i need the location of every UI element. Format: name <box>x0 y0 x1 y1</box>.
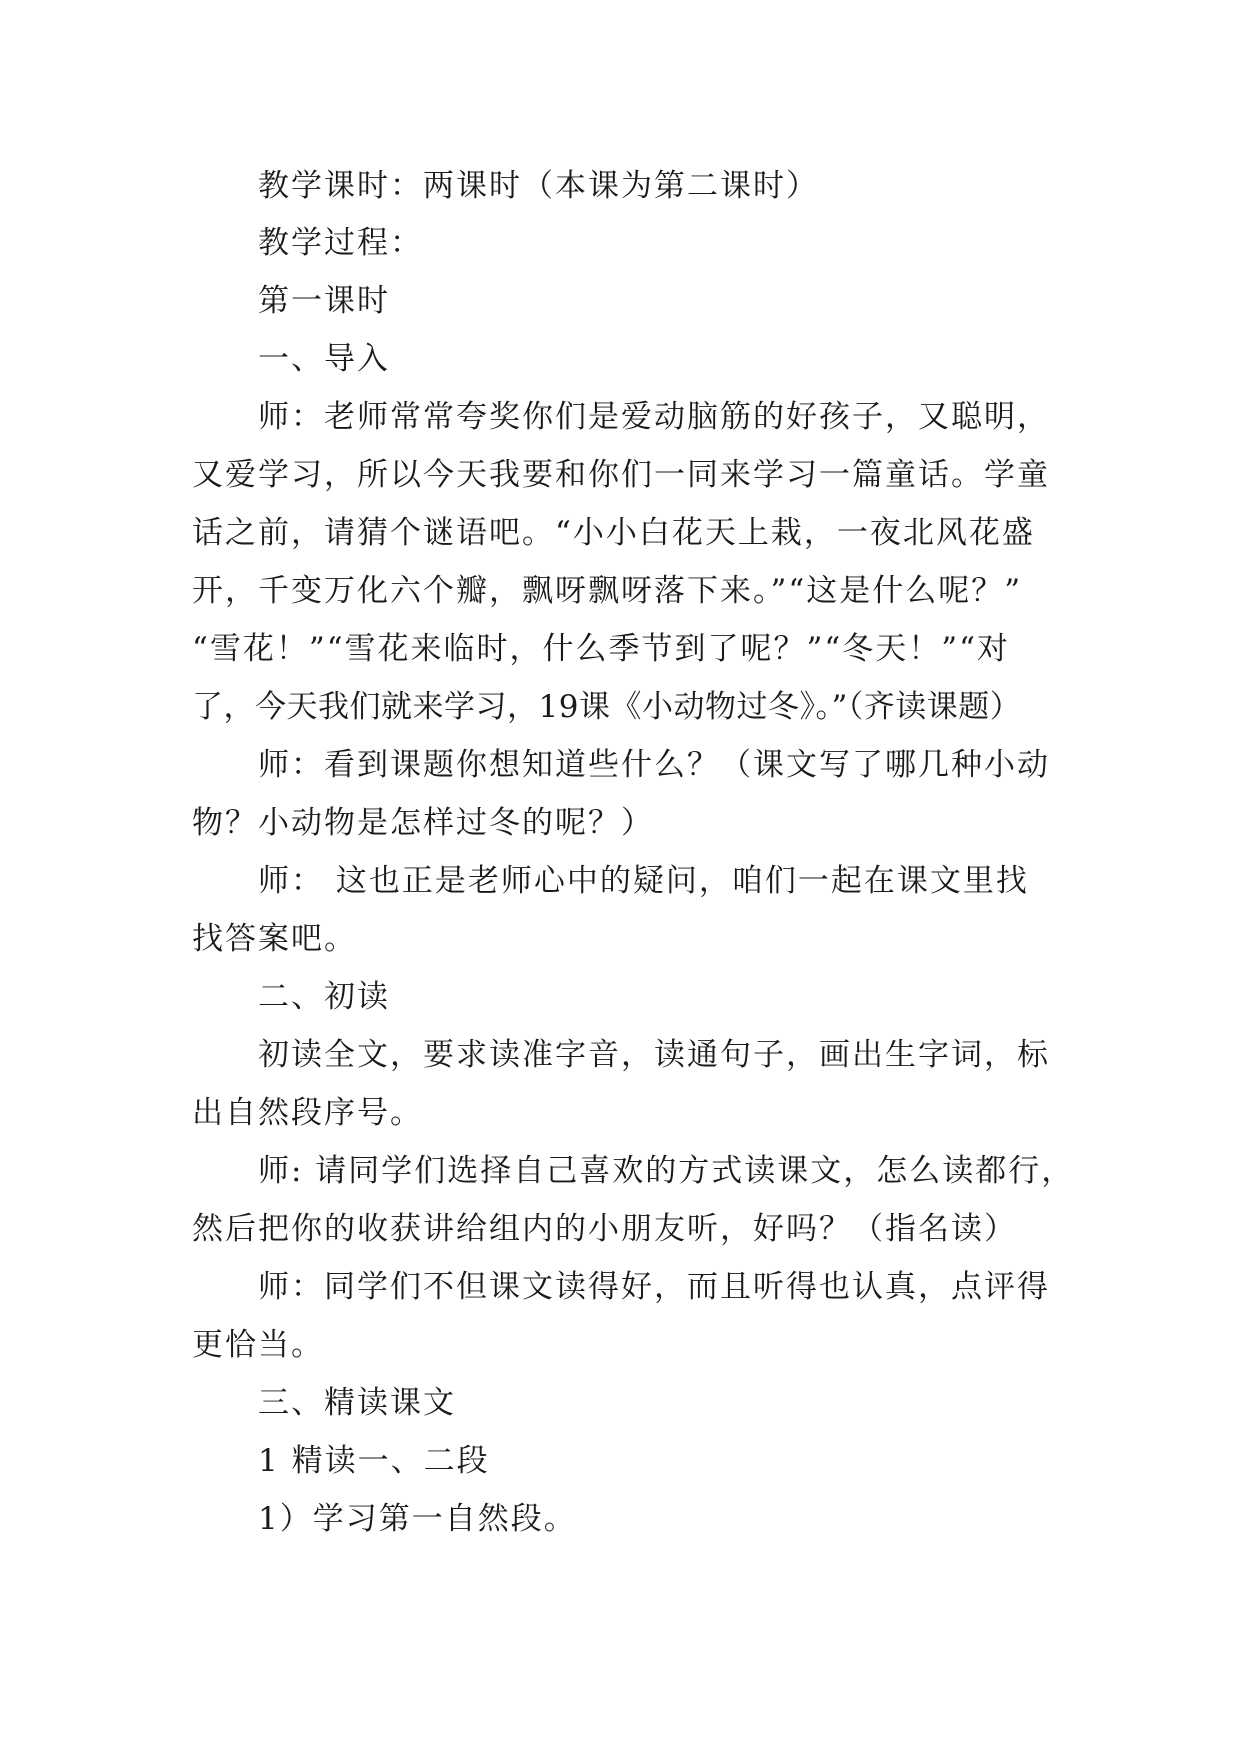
paragraph-line: 然后把你的收获讲给组内的小朋友听，好吗？（指名读） <box>192 1211 1017 1247</box>
heading-first-reading: 二、初读 <box>258 979 390 1015</box>
text-line-lesson-hours: 教学课时：两课时（本课为第二课时） <box>258 168 819 204</box>
paragraph-line: 又爱学习，所以今天我要和你们一同来学习一篇童话。学童 <box>192 457 1050 493</box>
paragraph-line: 师：看到课题你想知道些什么？（课文写了哪几种小动 <box>258 747 1050 783</box>
paragraph-line: 初读全文，要求读准字音，读通句子，画出生字词，标 <box>258 1037 1050 1073</box>
paragraph-line: 话之前，请猜个谜语吧。“小小白花天上栽，一夜北风花盛 <box>192 515 1035 551</box>
text-line-teaching-process: 教学过程： <box>258 225 423 261</box>
paragraph-line: 更恰当。 <box>192 1327 324 1363</box>
paragraph-line: 师：老师常常夸奖你们是爱动脑筋的好孩子，又聪明， <box>258 399 1050 435</box>
paragraph-line: 了，今天我们就来学习，19课《小动物过冬》。”（齐读课题） <box>192 689 1022 725</box>
paragraph-line: 物？小动物是怎样过冬的呢？） <box>192 805 654 841</box>
paragraph-line: 出自然段序号。 <box>192 1095 423 1131</box>
subheading-paragraphs-one-two: 1 精读一、二段 <box>258 1443 490 1479</box>
heading-introduction: 一、导入 <box>258 341 390 377</box>
paragraph-line: 师：同学们不但课文读得好，而且听得也认真，点评得 <box>258 1269 1050 1305</box>
subheading-first-paragraph: 1）学习第一自然段。 <box>258 1501 577 1537</box>
text-line-first-lesson: 第一课时 <box>258 283 390 319</box>
paragraph-line: 开，千变万化六个瓣，飘呀飘呀落下来。”“这是什么呢？” <box>192 573 1023 609</box>
paragraph-line: 师: 请同学们选择自己喜欢的方式读课文，怎么读都行， <box>258 1153 1075 1189</box>
paragraph-line: 师： 这也正是老师心中的疑问，咱们一起在课文里找 <box>258 863 1029 899</box>
paragraph-line: “雪花！”“雪花来临时，什么季节到了呢？”“冬天！”“对 <box>192 631 1010 667</box>
heading-close-reading: 三、精读课文 <box>258 1385 456 1421</box>
paragraph-line: 找答案吧。 <box>192 921 357 957</box>
